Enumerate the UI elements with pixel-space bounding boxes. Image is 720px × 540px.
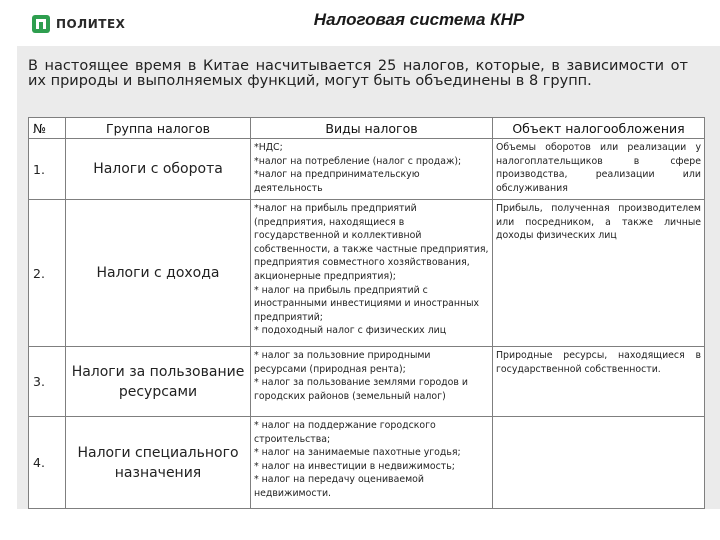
row-number: 3.: [29, 347, 66, 417]
kind-line: государственной и коллективной: [254, 230, 422, 242]
row-object: Объемы оборотов или реализации у налогоплательщиков в сфере производства, реализации или обслуживания: [493, 139, 705, 200]
kind-line: * налог на инвестиции в недвижимость;: [254, 460, 455, 472]
header-group: Группа налогов: [66, 118, 251, 139]
header-object: Объект налогообложения: [493, 118, 705, 139]
kind-line: (предприятия, находящиеся в: [254, 216, 405, 228]
kind-line: * подоходный налог с физических лиц: [254, 325, 447, 337]
table-row: [29, 139, 705, 200]
row-group: Налоги с дохода: [66, 200, 251, 347]
kind-line: иностранными инвестициями и иностранных: [254, 298, 480, 310]
kind-line: *НДС;: [254, 142, 283, 153]
row-number: 2.: [29, 200, 66, 347]
kind-line: *налог на прибыль предприятий: [254, 203, 417, 214]
intro-text: В настоящее время в Китае насчитывается 25 налогов, которые, в зависимости от их природы и выполняемых функций, могут быть объединены в 8 групп.: [28, 58, 688, 89]
row-group: Налоги с оборота: [66, 139, 251, 200]
kind-line: * налог на поддержание городского: [254, 420, 436, 431]
row-kinds: [251, 200, 493, 347]
row-group: Налоги за пользование ресурсами: [66, 347, 251, 417]
table-row: [29, 347, 705, 417]
row-group: Налоги специального назначения: [66, 417, 251, 509]
kind-line: акционерные предприятия);: [254, 270, 396, 282]
kind-line: * налог на прибыль предприятий с: [254, 284, 428, 296]
header-number: №: [29, 118, 66, 139]
row-object: Прибыль, полученная производителем или посредником, а также личные доходы физических лиц: [493, 200, 705, 347]
page-title: Налоговая система КНР: [313, 10, 525, 29]
kind-line: предприятия совместного хозяйствования,: [254, 257, 470, 269]
kind-line: * налог за пользовние природными: [254, 350, 431, 361]
row-kinds: [251, 347, 493, 417]
table-row: [29, 417, 705, 509]
row-object: [493, 417, 705, 509]
kind-line: собственности, а также частные предприятия,: [254, 243, 489, 255]
logo-text: ПОЛИТЕХ: [56, 17, 126, 31]
table-row: [29, 200, 705, 347]
row-number: 4.: [29, 417, 66, 509]
tax-groups-table: [28, 117, 705, 509]
row-object: Природные ресурсы, находящиеся в государственной собственности.: [493, 347, 705, 417]
kind-line: городских районов (земельный налог): [254, 390, 446, 402]
slide-header: [0, 0, 720, 46]
kind-line: *налог на потребление (налог с продаж);: [254, 155, 462, 167]
kind-line: *налог на предпринимательскую: [254, 169, 420, 181]
header-kinds: Виды налогов: [251, 118, 493, 139]
row-kinds: [251, 417, 493, 509]
row-number: 1.: [29, 139, 66, 200]
kind-line: деятельность: [254, 182, 323, 194]
row-kinds: [251, 139, 493, 200]
kind-line: ресурсами (природная рента);: [254, 363, 406, 375]
kind-line: предприятий;: [254, 311, 323, 323]
table-header-row: [29, 118, 705, 139]
kind-line: * налог на занимаемые пахотные угодья;: [254, 447, 461, 459]
kind-line: * налог за пользование землями городов и: [254, 377, 468, 389]
kind-line: недвижимости.: [254, 487, 332, 499]
kind-line: строительства;: [254, 433, 331, 445]
kind-line: * налог на передачу оцениваемой: [254, 474, 424, 486]
